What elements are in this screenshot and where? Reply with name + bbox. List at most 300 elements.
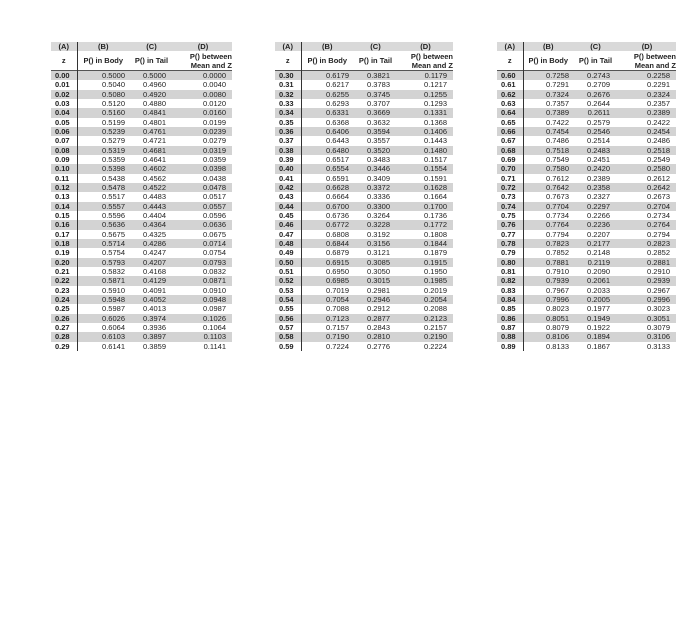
tail-value: 0.3050 — [367, 266, 390, 276]
between-value: 0.2549 — [647, 154, 670, 164]
z-value: 0.64 — [497, 108, 523, 117]
z-value: 0.40 — [275, 164, 301, 173]
body-value: 0.8051 — [523, 314, 573, 323]
tail-value: 0.2546 — [573, 127, 618, 136]
table-row — [275, 323, 453, 332]
z-value: 0.46 — [275, 220, 301, 229]
table-row — [497, 164, 676, 173]
body-value: 0.7996 — [523, 295, 573, 304]
body-value: 0.7357 — [546, 98, 569, 108]
body-value: 0.6844 — [301, 239, 353, 248]
body-value: 0.5517 — [102, 192, 125, 202]
table-row — [497, 183, 676, 192]
between-value: 0.2612 — [647, 173, 670, 183]
tail-value: 0.4325 — [143, 229, 166, 239]
z-value: 0.44 — [275, 202, 301, 211]
body-value: 0.5948 — [77, 295, 129, 304]
tail-value: 0.1867 — [587, 341, 610, 351]
z-header: z — [51, 51, 77, 71]
table-row — [497, 127, 676, 136]
body-value: 0.5754 — [102, 248, 125, 258]
tail-value: 0.4641 — [143, 154, 166, 164]
table-row — [51, 155, 232, 164]
tail-value: 0.3821 — [353, 71, 398, 81]
z-value: 0.21 — [51, 267, 77, 276]
tail-value: 0.2119 — [573, 258, 618, 267]
between-value: 0.1554 — [398, 164, 453, 173]
between-value: 0.2486 — [647, 136, 670, 146]
body-value: 0.7734 — [546, 210, 569, 220]
table-row — [497, 211, 676, 220]
between-value: 0.0279 — [203, 136, 226, 146]
z-value: 0.80 — [497, 258, 523, 267]
tail-value: 0.2061 — [573, 276, 618, 285]
z-value: 0.51 — [275, 267, 301, 276]
col-b-header: (B) — [77, 42, 129, 51]
tail-value: 0.2776 — [367, 341, 390, 351]
tail-value: 0.3156 — [353, 239, 398, 248]
table-row — [51, 220, 232, 229]
table-row — [51, 192, 232, 201]
z-value: 0.82 — [497, 276, 523, 285]
z-value: 0.72 — [497, 183, 523, 192]
tail-value: 0.3085 — [353, 258, 398, 267]
table-row — [51, 108, 232, 117]
tail-value: 0.2090 — [587, 266, 610, 276]
table-row — [51, 304, 232, 313]
z-value: 0.18 — [51, 239, 77, 248]
z-value: 0.87 — [497, 323, 523, 332]
col-d-header: (D) — [398, 42, 453, 51]
between-value: 0.0080 — [174, 90, 232, 99]
col-c-header: (C) — [129, 42, 174, 51]
between-value: 0.3079 — [647, 322, 670, 332]
between-value: 0.3106 — [618, 332, 676, 341]
tail-value: 0.3707 — [367, 98, 390, 108]
table-row — [497, 323, 676, 332]
z-value: 0.35 — [275, 118, 301, 127]
between-value: 0.2673 — [647, 192, 670, 202]
between-value: 0.0910 — [203, 285, 226, 295]
body-value: 0.6293 — [326, 98, 349, 108]
z-value: 0.05 — [51, 118, 77, 127]
table-row — [275, 286, 453, 295]
z-value: 0.19 — [51, 248, 77, 257]
between-value: 0.0793 — [174, 258, 232, 267]
tail-value: 0.2327 — [587, 192, 610, 202]
z-value: 0.31 — [275, 80, 301, 89]
between-value: 0.1293 — [424, 98, 447, 108]
tail-value: 0.2420 — [573, 164, 618, 173]
body-header: P() in Body — [528, 56, 569, 65]
table-row — [51, 258, 232, 267]
z-value: 0.02 — [51, 90, 77, 99]
table-row — [497, 276, 676, 285]
z-value: 0.30 — [275, 71, 301, 81]
tail-value: 0.2579 — [587, 117, 610, 127]
table-row — [51, 314, 232, 323]
body-value: 0.5398 — [77, 164, 129, 173]
body-value: 0.6217 — [326, 80, 349, 90]
z-value: 0.47 — [275, 230, 301, 239]
tail-value: 0.4960 — [143, 80, 166, 90]
body-value: 0.6700 — [301, 202, 353, 211]
between-value: 0.3051 — [618, 314, 676, 323]
between-header: P() between Mean and Z — [410, 52, 453, 70]
z-value: 0.77 — [497, 230, 523, 239]
between-value: 0.2704 — [618, 202, 676, 211]
between-value: 0.1772 — [398, 220, 453, 229]
table-row — [497, 267, 676, 276]
table-row — [497, 146, 676, 155]
between-value: 0.0199 — [203, 117, 226, 127]
z-value: 0.52 — [275, 276, 301, 285]
z-value: 0.75 — [497, 211, 523, 220]
between-value: 0.0754 — [203, 248, 226, 258]
between-value: 0.0478 — [174, 183, 232, 192]
table-row — [275, 99, 453, 108]
between-value: 0.3023 — [647, 304, 670, 314]
z-value: 0.74 — [497, 202, 523, 211]
z-value: 0.04 — [51, 108, 77, 117]
body-value: 0.5636 — [77, 220, 129, 229]
col-c-header: (C) — [573, 42, 618, 51]
between-value: 0.2881 — [618, 258, 676, 267]
table-row — [51, 211, 232, 220]
tail-value: 0.2207 — [587, 229, 610, 239]
z-value: 0.28 — [51, 332, 77, 341]
body-value: 0.6950 — [326, 266, 349, 276]
tail-value: 0.5000 — [129, 71, 174, 81]
table-row — [275, 342, 453, 351]
body-value: 0.6368 — [326, 117, 349, 127]
between-value: 0.0517 — [203, 192, 226, 202]
tail-value: 0.2005 — [573, 295, 618, 304]
tail-value: 0.2709 — [587, 80, 610, 90]
z-value: 0.08 — [51, 146, 77, 155]
tail-value: 0.3264 — [367, 210, 390, 220]
table-row — [51, 71, 232, 81]
z-value: 0.15 — [51, 211, 77, 220]
body-value: 0.6879 — [326, 248, 349, 258]
tail-value: 0.4920 — [129, 90, 174, 99]
tail-value: 0.2177 — [573, 239, 618, 248]
z-value: 0.09 — [51, 155, 77, 164]
body-value: 0.7422 — [546, 117, 569, 127]
body-value: 0.7794 — [546, 229, 569, 239]
table-row — [497, 220, 676, 229]
table-row — [51, 248, 232, 257]
between-value: 0.0557 — [174, 202, 232, 211]
z-value: 0.69 — [497, 155, 523, 164]
z-value: 0.86 — [497, 314, 523, 323]
body-header: P() in Body — [83, 56, 124, 65]
table-row — [497, 286, 676, 295]
z-value: 0.06 — [51, 127, 77, 136]
tail-value: 0.4091 — [143, 285, 166, 295]
between-value: 0.1591 — [424, 173, 447, 183]
body-value: 0.5120 — [102, 98, 125, 108]
between-value: 0.1443 — [424, 136, 447, 146]
body-value: 0.7324 — [523, 90, 573, 99]
table-row — [497, 71, 676, 81]
z-value: 0.56 — [275, 314, 301, 323]
tail-value: 0.1977 — [587, 304, 610, 314]
z-value: 0.43 — [275, 192, 301, 201]
between-value: 0.0832 — [203, 266, 226, 276]
z-value: 0.14 — [51, 202, 77, 211]
z-value: 0.60 — [497, 71, 523, 81]
tail-value: 0.3483 — [367, 154, 390, 164]
body-value: 0.7454 — [523, 127, 573, 136]
between-value: 0.2258 — [618, 71, 676, 81]
tail-value: 0.1949 — [573, 314, 618, 323]
tail-value: 0.2611 — [573, 108, 618, 117]
z-value: 0.17 — [51, 230, 77, 239]
body-value: 0.6915 — [301, 258, 353, 267]
z-value: 0.57 — [275, 323, 301, 332]
between-value: 0.2088 — [424, 304, 447, 314]
body-value: 0.7852 — [546, 248, 569, 258]
table-row — [51, 323, 232, 332]
z-table-3 — [497, 42, 676, 351]
tail-value: 0.4681 — [129, 146, 174, 155]
table-row — [51, 332, 232, 341]
between-value: 0.2389 — [618, 108, 676, 117]
tail-value: 0.3974 — [129, 314, 174, 323]
tail-value: 0.3669 — [353, 108, 398, 117]
between-value: 0.0948 — [174, 295, 232, 304]
between-value: 0.0636 — [174, 220, 232, 229]
z-value: 0.54 — [275, 295, 301, 304]
z-value: 0.59 — [275, 342, 301, 351]
body-value: 0.5319 — [77, 146, 129, 155]
between-value: 0.0319 — [174, 146, 232, 155]
table-row — [497, 136, 676, 145]
between-value: 0.1915 — [398, 258, 453, 267]
table-row — [51, 286, 232, 295]
body-value: 0.7291 — [546, 80, 569, 90]
body-value: 0.7823 — [523, 239, 573, 248]
z-value: 0.37 — [275, 136, 301, 145]
z-value: 0.63 — [497, 99, 523, 108]
body-value: 0.5040 — [102, 80, 125, 90]
body-value: 0.7258 — [523, 71, 573, 81]
table-row — [275, 174, 453, 183]
between-value: 0.2580 — [618, 164, 676, 173]
z-value: 0.62 — [497, 90, 523, 99]
between-value: 0.0239 — [174, 127, 232, 136]
body-value: 0.7224 — [326, 341, 349, 351]
z-value: 0.73 — [497, 192, 523, 201]
col-a-header: (A) — [275, 42, 301, 51]
tail-value: 0.3594 — [353, 127, 398, 136]
tail-value: 0.2912 — [367, 304, 390, 314]
body-value: 0.6331 — [301, 108, 353, 117]
tail-value: 0.3336 — [367, 192, 390, 202]
between-value: 0.1179 — [398, 71, 453, 81]
tail-value: 0.2514 — [587, 136, 610, 146]
tail-value: 0.2236 — [573, 220, 618, 229]
table-row — [275, 164, 453, 173]
body-value: 0.7389 — [523, 108, 573, 117]
table-row — [51, 276, 232, 285]
tail-value: 0.4168 — [143, 266, 166, 276]
body-value: 0.5557 — [77, 202, 129, 211]
between-value: 0.0000 — [174, 71, 232, 81]
between-value: 0.2642 — [618, 183, 676, 192]
body-value: 0.5871 — [77, 276, 129, 285]
z-value: 0.20 — [51, 258, 77, 267]
z-value: 0.45 — [275, 211, 301, 220]
tail-value: 0.3300 — [353, 202, 398, 211]
tail-value: 0.3409 — [367, 173, 390, 183]
tail-value: 0.2877 — [353, 314, 398, 323]
body-value: 0.6026 — [77, 314, 129, 323]
between-value: 0.0359 — [203, 154, 226, 164]
table-row — [497, 332, 676, 341]
between-value: 0.2190 — [398, 332, 453, 341]
z-value: 0.89 — [497, 342, 523, 351]
body-value: 0.5160 — [77, 108, 129, 117]
tail-value: 0.4364 — [129, 220, 174, 229]
between-value: 0.2324 — [618, 90, 676, 99]
table-row — [275, 267, 453, 276]
table-row — [275, 304, 453, 313]
table-row — [497, 174, 676, 183]
between-value: 0.0871 — [174, 276, 232, 285]
z-value: 0.34 — [275, 108, 301, 117]
body-value: 0.8106 — [523, 332, 573, 341]
between-value: 0.1064 — [203, 322, 226, 332]
tail-value: 0.2358 — [573, 183, 618, 192]
body-value: 0.5239 — [77, 127, 129, 136]
table-row — [275, 136, 453, 145]
table-row — [275, 90, 453, 99]
z-value: 0.29 — [51, 342, 77, 351]
between-value: 0.2910 — [647, 266, 670, 276]
body-value: 0.7704 — [523, 202, 573, 211]
tail-value: 0.3446 — [353, 164, 398, 173]
body-value: 0.5478 — [77, 183, 129, 192]
body-value: 0.5279 — [102, 136, 125, 146]
z-value: 0.27 — [51, 323, 77, 332]
between-value: 0.1985 — [398, 276, 453, 285]
z-value: 0.85 — [497, 304, 523, 313]
tail-value: 0.4247 — [143, 248, 166, 258]
z-value: 0.16 — [51, 220, 77, 229]
tail-value: 0.2266 — [587, 210, 610, 220]
table-row — [497, 248, 676, 257]
body-value: 0.6736 — [326, 210, 349, 220]
z-value: 0.76 — [497, 220, 523, 229]
body-value: 0.7642 — [523, 183, 573, 192]
between-value: 0.1026 — [174, 314, 232, 323]
table-row — [275, 80, 453, 89]
col-a-header: (A) — [497, 42, 523, 51]
body-value: 0.6255 — [301, 90, 353, 99]
z-value: 0.70 — [497, 164, 523, 173]
table-row — [275, 248, 453, 257]
between-value: 0.2291 — [647, 80, 670, 90]
z-value: 0.39 — [275, 155, 301, 164]
table-row — [275, 295, 453, 304]
between-value: 0.0596 — [203, 210, 226, 220]
table-row — [497, 118, 676, 127]
col-b-header: (B) — [301, 42, 353, 51]
between-value: 0.0398 — [174, 164, 232, 173]
tail-value: 0.4522 — [129, 183, 174, 192]
body-value: 0.7486 — [546, 136, 569, 146]
tail-value: 0.2389 — [587, 173, 610, 183]
between-value: 0.0987 — [203, 304, 226, 314]
body-value: 0.6179 — [301, 71, 353, 81]
between-value: 0.2734 — [647, 210, 670, 220]
col-d-header: (D) — [174, 42, 232, 51]
body-value: 0.6664 — [326, 192, 349, 202]
between-value: 0.2123 — [398, 314, 453, 323]
tail-value: 0.2644 — [587, 98, 610, 108]
between-value: 0.1736 — [424, 210, 447, 220]
tail-value: 0.2946 — [353, 295, 398, 304]
table-row — [51, 127, 232, 136]
table-row — [275, 146, 453, 155]
body-value: 0.7764 — [523, 220, 573, 229]
body-value: 0.8079 — [546, 322, 569, 332]
between-value: 0.1103 — [174, 332, 232, 341]
table-row — [51, 295, 232, 304]
tail-value: 0.3783 — [367, 80, 390, 90]
z-header: z — [497, 51, 523, 71]
body-value: 0.6443 — [326, 136, 349, 146]
body-value: 0.6480 — [301, 146, 353, 155]
table-row — [51, 146, 232, 155]
z-value: 0.48 — [275, 239, 301, 248]
tail-value: 0.4602 — [129, 164, 174, 173]
body-value: 0.7518 — [523, 146, 573, 155]
tail-value: 0.4129 — [129, 276, 174, 285]
z-value: 0.53 — [275, 286, 301, 295]
body-value: 0.5199 — [102, 117, 125, 127]
tail-value: 0.4013 — [143, 304, 166, 314]
tail-value: 0.3557 — [367, 136, 390, 146]
z-value: 0.81 — [497, 267, 523, 276]
tail-value: 0.4880 — [143, 98, 166, 108]
tail-header: P() in Tail — [358, 56, 393, 65]
body-value: 0.5596 — [102, 210, 125, 220]
z-value: 0.25 — [51, 304, 77, 313]
body-value: 0.5910 — [102, 285, 125, 295]
table-row — [275, 71, 453, 81]
z-value: 0.33 — [275, 99, 301, 108]
table-row — [275, 258, 453, 267]
z-value: 0.78 — [497, 239, 523, 248]
between-value: 0.1700 — [398, 202, 453, 211]
between-value: 0.2357 — [647, 98, 670, 108]
tail-value: 0.3632 — [367, 117, 390, 127]
table-row — [275, 314, 453, 323]
z-value: 0.23 — [51, 286, 77, 295]
z-value: 0.03 — [51, 99, 77, 108]
table-row — [275, 276, 453, 285]
z-value: 0.66 — [497, 127, 523, 136]
body-value: 0.8023 — [546, 304, 569, 314]
between-value: 0.1808 — [424, 229, 447, 239]
col-b-header: (B) — [523, 42, 573, 51]
tail-header: P() in Tail — [134, 56, 169, 65]
tail-value: 0.4801 — [143, 117, 166, 127]
z-value: 0.07 — [51, 136, 77, 145]
